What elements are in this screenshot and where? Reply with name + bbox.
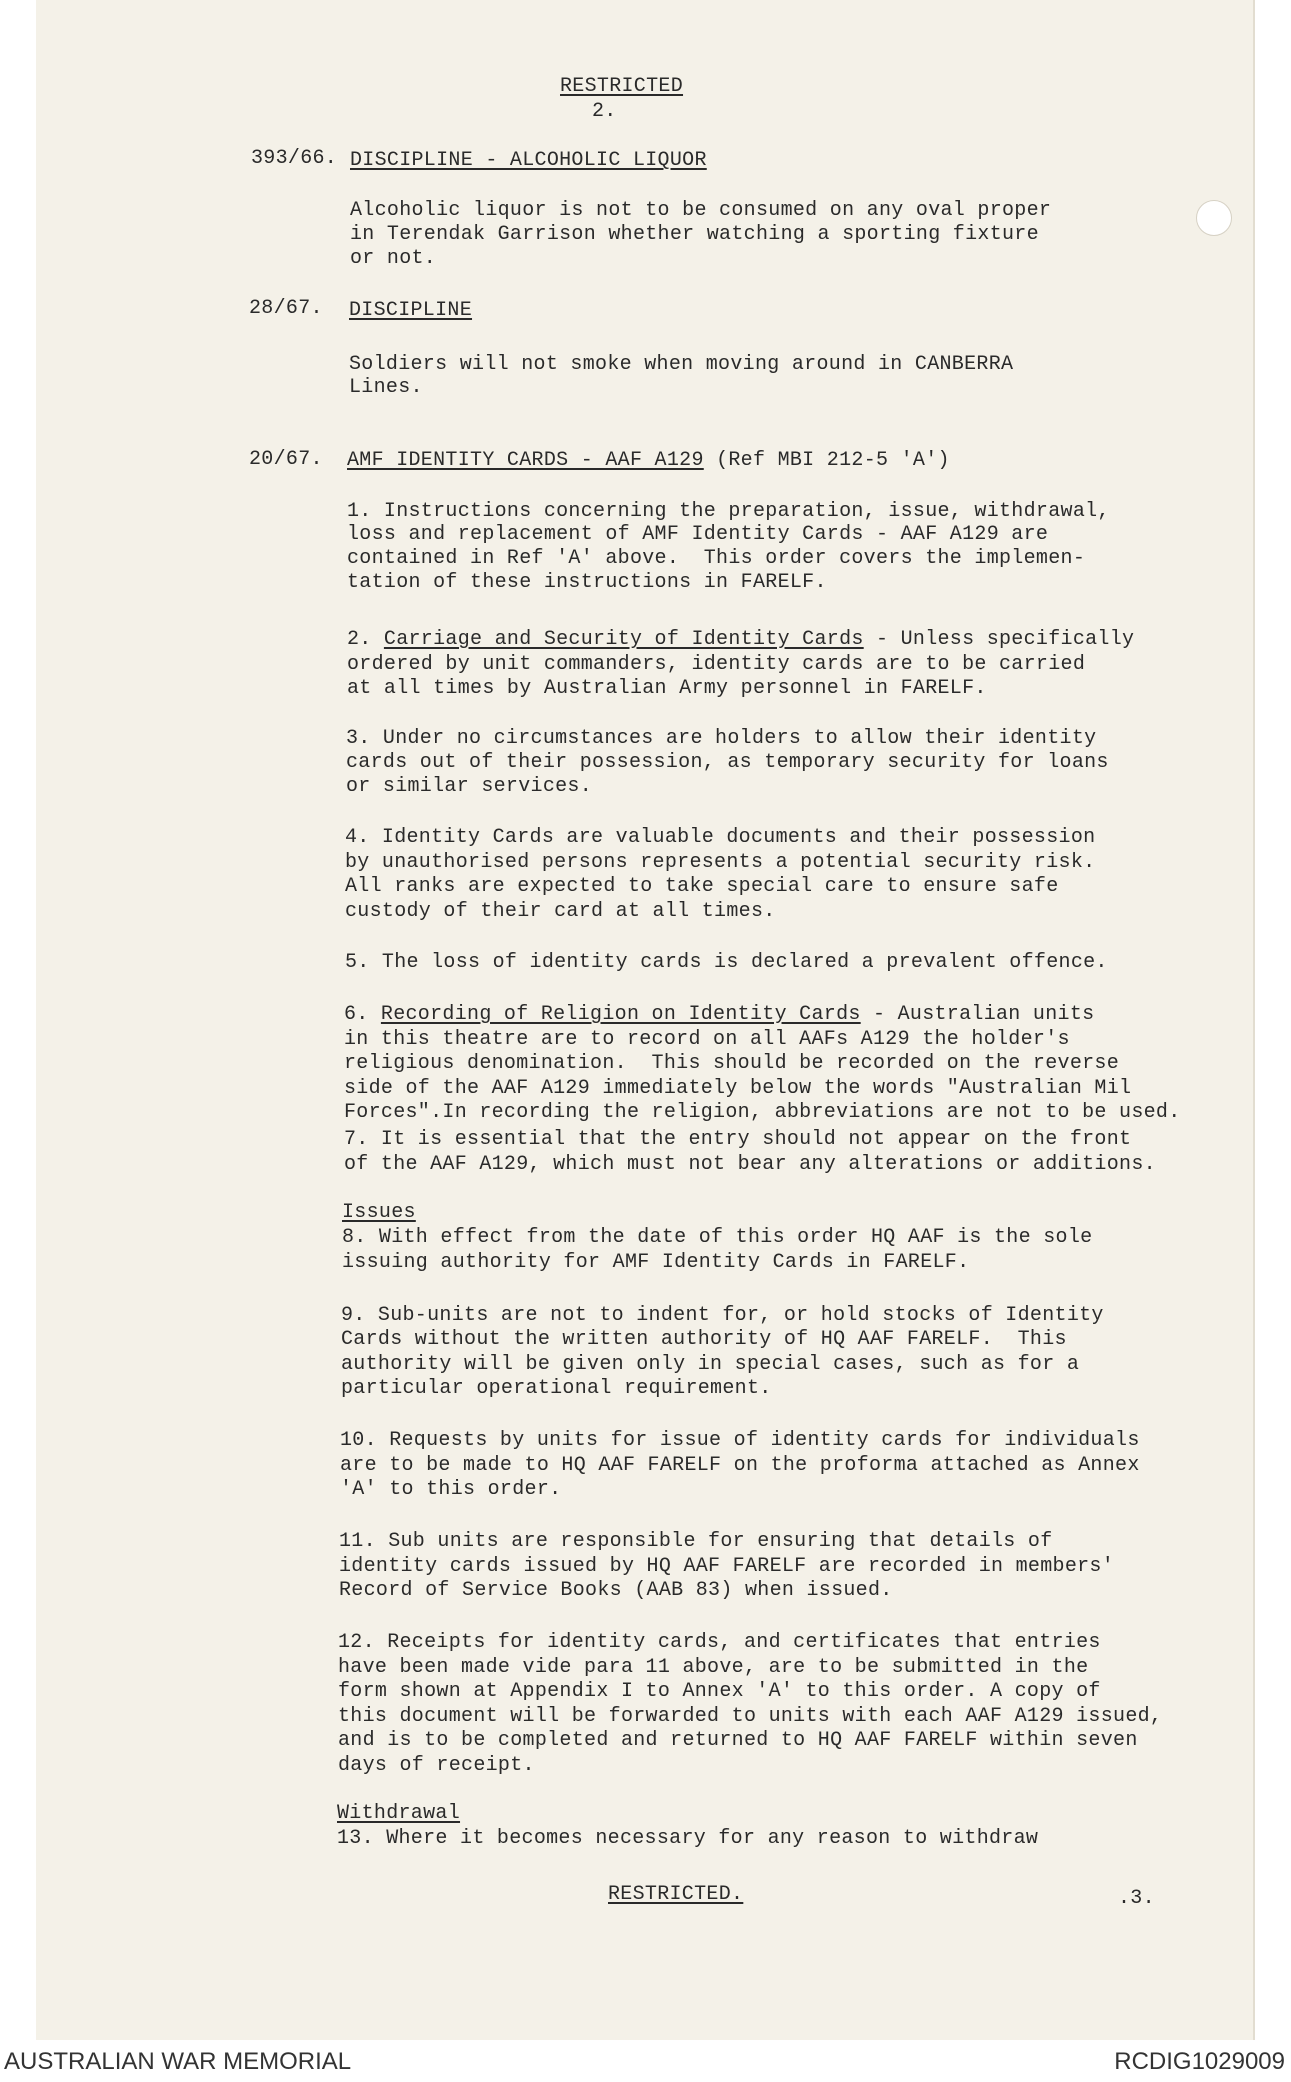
text-line: 12. Receipts for identity cards, and certificates that entries — [338, 1631, 1101, 1654]
text-line: custody of their card at all times. — [345, 900, 776, 923]
para-number: 2. — [347, 628, 384, 651]
order-title: DISCIPLINE — [349, 299, 473, 322]
para-number: 6. — [344, 1003, 381, 1026]
section-heading: Withdrawal — [337, 1802, 461, 1825]
text-line: tation of these instructions in FARELF. — [347, 571, 827, 594]
para-heading-line — [344, 1002, 1094, 1027]
text-line: days of receipt. — [338, 1754, 535, 1777]
text-line: side of the AAF A129 immediately below the words "Australian Mil — [344, 1077, 1132, 1100]
archive-id: RCDIG1029009 — [1114, 2048, 1285, 2075]
text-fragment: - Australian units — [860, 1003, 1095, 1026]
para-heading: Recording of Religion on Identity Cards — [380, 1003, 861, 1026]
text-line: issuing authority for AMF Identity Cards in FARELF. — [342, 1251, 970, 1274]
text-line: Alcoholic liquor is not to be consumed on any oval proper — [350, 199, 1052, 222]
text-line: authority will be given only in special cases, such as for a — [341, 1353, 1080, 1376]
order-number: 20/67. — [249, 448, 323, 471]
header-classification: RESTRICTED — [560, 75, 684, 98]
order-title: DISCIPLINE - ALCOHOLIC LIQUOR — [350, 149, 707, 172]
order-title-ref: (Ref MBI 212-5 'A') — [703, 449, 950, 472]
para-heading: Carriage and Security of Identity Cards — [383, 628, 864, 651]
text-line: 'A' to this order. — [340, 1478, 562, 1501]
section-heading: Issues — [342, 1201, 416, 1224]
text-fragment: - Unless specifically — [863, 628, 1135, 651]
order-title: AMF IDENTITY CARDS - AAF A129 — [347, 449, 704, 472]
text-line: Cards without the written authority of HQ AAF FARELF. This — [341, 1328, 1067, 1351]
text-line: identity cards issued by HQ AAF FARELF are recorded in members' — [339, 1555, 1115, 1578]
text-line: Soldiers will not smoke when moving around in CANBERRA — [349, 353, 1014, 376]
text-line: Record of Service Books (AAB 83) when issued. — [339, 1579, 893, 1602]
text-line: in this theatre are to record on all AAFs A129 the holder's — [344, 1028, 1070, 1051]
text-line: Lines. — [349, 376, 423, 399]
text-line: 5. The loss of identity cards is declared a prevalent offence. — [345, 951, 1108, 974]
text-line: 10. Requests by units for issue of identity cards for individuals — [340, 1429, 1140, 1452]
text-line: or not. — [350, 247, 437, 270]
text-line: 7. It is essential that the entry should not appear on the front — [344, 1128, 1132, 1151]
text-line: 3. Under no circumstances are holders to allow their identity — [346, 727, 1097, 750]
text-line: loss and replacement of AMF Identity Cards - AAF A129 are — [347, 523, 1049, 546]
order-title-line — [347, 448, 950, 473]
text-line: form shown at Appendix I to Annex 'A' to this order. A copy of — [338, 1680, 1101, 1703]
text-line: Forces".In recording the religion, abbreviations are not to be used. — [344, 1101, 1181, 1124]
text-line: 13. Where it becomes necessary for any reason to withdraw — [337, 1827, 1039, 1850]
punch-hole — [1196, 200, 1232, 236]
text-line: or similar services. — [346, 775, 593, 798]
archive-footer — [0, 2040, 1291, 2082]
document-page — [36, 0, 1255, 2040]
text-line: 11. Sub units are responsible for ensuring that details of — [339, 1530, 1053, 1553]
text-line: of the AAF A129, which must not bear any alterations or additions. — [344, 1153, 1156, 1176]
text-line: religious denomination. This should be recorded on the reverse — [344, 1052, 1120, 1075]
text-line: by unauthorised persons represents a potential security risk. — [345, 851, 1096, 874]
text-line: at all times by Australian Army personnel in FARELF. — [347, 677, 987, 700]
header-page-number: 2. — [592, 100, 617, 123]
archive-name: AUSTRALIAN WAR MEMORIAL — [4, 2048, 352, 2075]
text-line: 9. Sub-units are not to indent for, or hold stocks of Identity — [341, 1304, 1104, 1327]
order-number: 393/66. — [251, 147, 338, 170]
text-line: 4. Identity Cards are valuable documents and their possession — [345, 826, 1096, 849]
text-line: in Terendak Garrison whether watching a sporting fixture — [350, 223, 1039, 246]
text-line: particular operational requirement. — [341, 1377, 772, 1400]
para-heading-line — [347, 627, 1134, 652]
text-line: ordered by unit commanders, identity cards are to be carried — [347, 653, 1086, 676]
text-line: All ranks are expected to take special care to ensure safe — [345, 875, 1059, 898]
text-line: contained in Ref 'A' above. This order covers the implemen- — [347, 547, 1086, 570]
text-line: this document will be forwarded to units with each AAF A129 issued, — [338, 1705, 1163, 1728]
text-line: are to be made to HQ AAF FARELF on the proforma attached as Annex — [340, 1454, 1140, 1477]
text-line: and is to be completed and returned to HQ AAF FARELF within seven — [338, 1729, 1138, 1752]
text-line: 8. With effect from the date of this order HQ AAF is the sole — [342, 1226, 1093, 1249]
footer-classification: RESTRICTED. — [608, 1883, 744, 1906]
next-page-number: .3. — [1118, 1887, 1155, 1910]
order-number: 28/67. — [249, 297, 323, 320]
text-line: have been made vide para 11 above, are to be submitted in the — [338, 1656, 1089, 1679]
text-line: 1. Instructions concerning the preparation, issue, withdrawal, — [347, 500, 1110, 523]
text-line: cards out of their possession, as temporary security for loans — [346, 751, 1109, 774]
